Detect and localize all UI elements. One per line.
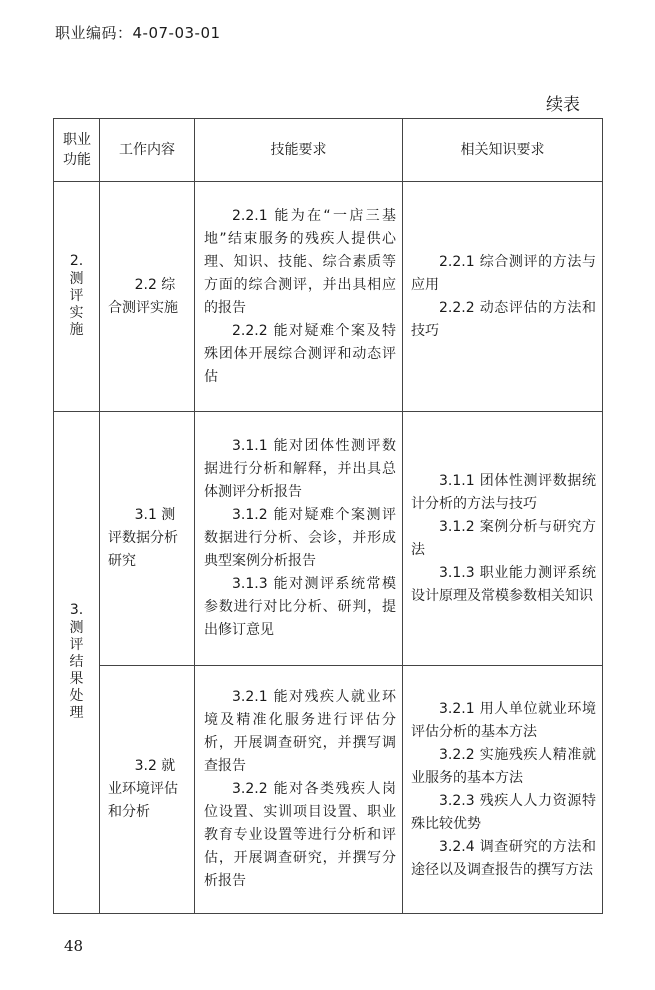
work-content: 3.1 测评数据分析研究 <box>108 507 178 569</box>
skill-requirements-cell <box>195 182 403 412</box>
knowledge-item: 3.2.2 实施残疾人精准就业服务的基本方法 <box>411 746 596 786</box>
knowledge-item: 2.2.1 综合测评的方法与应用 <box>411 253 596 293</box>
col-header-function: 职业功能 <box>54 119 100 182</box>
skill-requirements-cell <box>195 412 403 666</box>
knowledge-item: 3.1.2 案例分析与研究方法 <box>411 518 596 558</box>
skill-item: 3.1.2 能对疑难个案测评数据进行分析、会诊，并形成典型案例分析报告 <box>204 507 396 569</box>
col-header-knowledge: 相关知识要求 <box>403 119 603 182</box>
knowledge-item: 3.2.3 残疾人人力资源特殊比较优势 <box>411 792 596 832</box>
table-header-row <box>54 119 603 182</box>
function-name: 测评实施 <box>69 271 84 338</box>
knowledge-item: 3.1.1 团体性测评数据统计分析的方法与技巧 <box>411 472 596 512</box>
skill-item: 2.2.2 能对疑难个案及特殊团体开展综合测评和动态评估 <box>204 322 396 385</box>
table-row <box>54 182 603 412</box>
knowledge-requirements-cell <box>403 666 603 914</box>
occupation-code: 职业编码：4-07-03-01 <box>55 24 221 42</box>
skill-item: 3.1.3 能对测评系统常模参数进行对比分析、研判，提出修订意见 <box>204 576 396 638</box>
work-content-cell <box>100 666 195 914</box>
page-number: 48 <box>64 937 84 955</box>
work-content-cell <box>100 412 195 666</box>
function-name: 测评结果处理 <box>69 620 84 721</box>
function-number: 3. <box>69 602 84 618</box>
skill-item: 3.2.2 能对各类残疾人岗位设置、实训项目设置、职业教育专业设置等进行分析和评估，开展调查研究，并撰写分析报告 <box>204 781 396 889</box>
knowledge-item: 2.2.2 动态评估的方法和技巧 <box>411 299 596 339</box>
skill-item: 3.2.1 能对残疾人就业环境及精准化服务进行评估分析，开展调查研究，并撰写调查报告 <box>204 689 396 774</box>
knowledge-item: 3.1.3 职业能力测评系统设计原理及常模参数相关知识 <box>411 564 596 604</box>
skill-requirements-cell <box>195 666 403 914</box>
function-number: 2. <box>69 253 84 269</box>
function-cell <box>54 182 100 412</box>
knowledge-requirements-cell <box>403 182 603 412</box>
table-row <box>54 666 603 914</box>
table-row <box>54 412 603 666</box>
skill-item: 2.2.1 能为在“一店三基地”结束服务的残疾人提供心理、知识、技能、综合素质等方面的综合测评，并出具相应的报告 <box>204 207 396 316</box>
skill-item: 3.1.1 能对团体性测评数据进行分析和解释，并出具总体测评分析报告 <box>204 438 396 500</box>
work-content-cell <box>100 182 195 412</box>
work-content: 2.2 综合测评实施 <box>108 276 178 316</box>
work-content: 3.2 就业环境评估和分析 <box>108 758 178 820</box>
function-cell <box>54 412 100 914</box>
knowledge-item: 3.2.1 用人单位就业环境评估分析的基本方法 <box>411 700 596 740</box>
col-header-work: 工作内容 <box>100 119 195 182</box>
knowledge-item: 3.2.4 调查研究的方法和途径以及调查报告的撰写方法 <box>411 838 596 878</box>
continued-label: 续表 <box>546 95 580 115</box>
col-header-skill: 技能要求 <box>195 119 403 182</box>
skills-table <box>53 118 603 914</box>
knowledge-requirements-cell <box>403 412 603 666</box>
